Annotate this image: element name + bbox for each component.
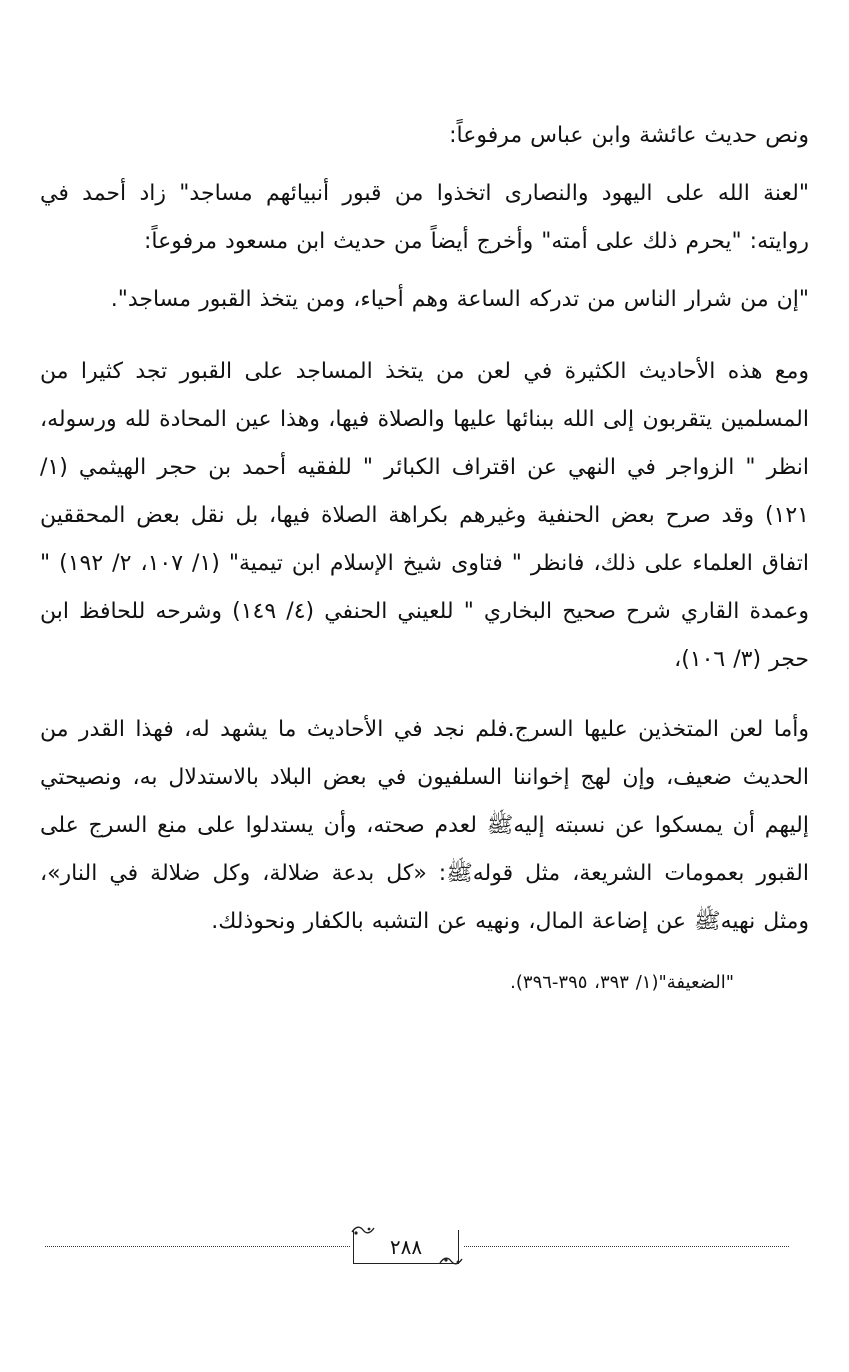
- hadith-quote-1: "لعنة الله على اليهود والنصارى اتخذوا من قبور أنبيائهم مساجد" زاد أحمد في روايته: "يحرم ذلك على أمته" وأخرج أيضاً من حديث ابن مسعود مرفوعاً:: [40, 181, 809, 254]
- page-number-frame: [353, 1230, 459, 1264]
- page-footer: [45, 1228, 789, 1268]
- source-citation: "الضعيفة"(١/ ٣٩٣، ٣٩٥-٣٩٦).: [510, 972, 734, 993]
- hadith-quote-2: "إن من شرار الناس من تدركه الساعة وهم أحياء، ومن يتخذ القبور مساجد".: [110, 287, 809, 312]
- ornament-icon: [350, 1224, 376, 1238]
- intro-paragraph: ونص حديث عائشة وابن عباس مرفوعاً:: [449, 123, 809, 148]
- ornament-icon: [438, 1253, 464, 1267]
- footer-dotted-rule-right: [464, 1246, 789, 1247]
- page-number: ٢٨٨: [389, 1235, 423, 1259]
- body-paragraph-1: ومع هذه الأحاديث الكثيرة في لعن من يتخذ المساجد على القبور تجد كثيرا من المسلمين يتقربون إلى الله ببنائها عليها والصلاة فيها، وهذا عين المحادة لله ورسوله، انظر " الزواجر في النهي عن اقتراف الكبائر " للفقيه أحمد بن حجر الهيثمي (١/ ١٢١) وقد صرح بعض الحنفية وغيرهم بكراهة الصلاة فيها، بل نقل بعض المحققين اتفاق العلماء على ذلك، فانظر " فتاوى شيخ الإسلام ابن تيمية" (١/ ١٠٧، ٢/ ١٩٢) " وعمدة القاري شرح صحيح البخاري " للعيني الحنفي (٤/ ١٤٩) وشرحه للحافظ ابن حجر (٣/ ١٠٦)،: [40, 359, 810, 672]
- body-paragraph-2: وأما لعن المتخذين عليها السرج.فلم نجد في الأحاديث ما يشهد له، فهذا القدر من الحديث ضعيف، وإن لهج إخواننا السلفيون في بعض البلاد بالاستدلال به، ونصيحتي إليهم أن يمسكوا عن نسبته إليهﷺ لعدم صحته، وأن يستدلوا على منع السرج على القبور بعمومات الشريعة، مثل قولهﷺ: «كل بدعة ضلالة، وكل ضلالة في النار»، ومثل نهيهﷺ عن إضاعة المال، ونهيه عن التشبه بالكفار ونحوذلك.: [40, 717, 809, 934]
- page-body: [40, 112, 809, 1000]
- footer-dotted-rule-left: [45, 1246, 350, 1247]
